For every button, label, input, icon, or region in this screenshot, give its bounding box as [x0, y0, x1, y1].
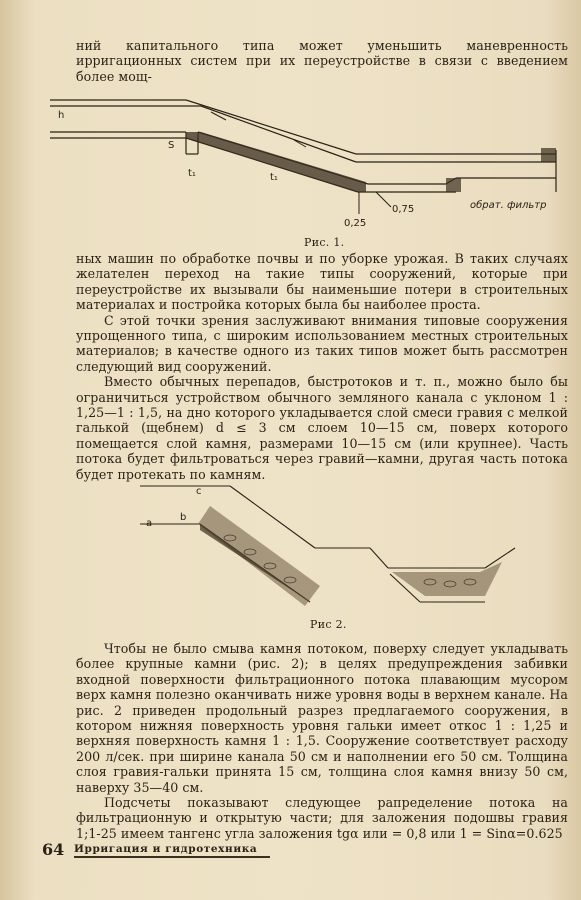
bottom-text — [76, 641, 568, 841]
paragraph: С этой точки зрения заслуживают внимания типовые сооружения упрощенного типа, с широким использованием местных строительных материалов; в качестве одного из таких типов может быть рассмотрен следующий вид сооружений. — [76, 312, 568, 374]
label-t2: t₁ — [270, 172, 278, 183]
label-c: c — [196, 486, 202, 497]
label-0-75: 0,75 — [392, 204, 415, 215]
figure-2-caption: Рис 2. — [310, 618, 347, 631]
journal-title: Ирригация и гидротехника — [74, 843, 258, 855]
footer-rule — [74, 856, 270, 858]
label-filter: обрат. фильтр — [470, 200, 547, 211]
top-paragraph — [76, 38, 568, 84]
label-b: b — [180, 512, 187, 523]
page-number: 64 — [42, 840, 65, 859]
page-footer — [42, 840, 562, 862]
figure-1-caption: Рис. 1. — [304, 236, 345, 249]
label-S: S — [168, 140, 175, 151]
figure-2-drawing — [140, 478, 560, 618]
paragraph: ных машин по обработке почвы и по уборке урожая. В таких случаях желателен переход на такие типы сооружений, которые при переустройстве их вызывали бы наименьшие потери в строительных материалах и постройка которых была бы наиболее проста. — [76, 251, 568, 313]
label-h: h — [58, 110, 65, 121]
paragraph: Чтобы не было смыва камня потоком, поверху следует укладывать более крупные камни (рис. 2); в целях предупреждения забивки входной поверхности фильтрационного потока плавающим мусором верх камня полезно оканчивать ниже уровня воды в верхнем канале. На рис. 2 приведен продольный разрез предлагаемого сооружения, в котором нижняя поверхность уровня гальки имеет откос 1 : 1,25 и верхняя поверхность камня 1 : 1,5. Сооружение соответствует расходу 200 л/сек. при ширине канала 50 см и наполнении его 50 см. Толщина слоя гравия-гальки принята 15 см, толщина слоя камня внизу 50 см, наверху 35—40 см. — [76, 641, 568, 795]
middle-text — [76, 251, 568, 482]
paragraph: Вместо обычных перепадов, быстротоков и т. п., можно было бы ограничиться устройством обычного земляного канала с уклоном 1 : 1,25—1 : 1,5, на дно которого укладывается слой смеси гравия с мелкой галькой (щебнем) d ≤ 3 см слоем 10—15 см, поверх которого помещается слой камня, размерами 10—15 см (или крупнее). Часть потока будет фильтроваться через гравий—камни, другая часть потока будет протекать по камням. — [76, 374, 568, 482]
paragraph: Подсчеты показывают следующее рапределение потока на фильтрационную и открытую части; для заложения подошвы гравия 1;1-25 имеем тангенс угла заложения tgα или = 0,8 или 1 = Sinα=0.625 — [76, 795, 568, 841]
label-a: a — [146, 518, 153, 529]
label-0-25: 0,25 — [344, 218, 367, 229]
label-t1: t₁ — [188, 168, 196, 179]
paragraph: ний капитального типа может уменьшить маневренность ирригационных систем при их переустройстве в связи с введением более мощ- — [76, 38, 568, 84]
figure-1-drawing — [36, 92, 576, 232]
